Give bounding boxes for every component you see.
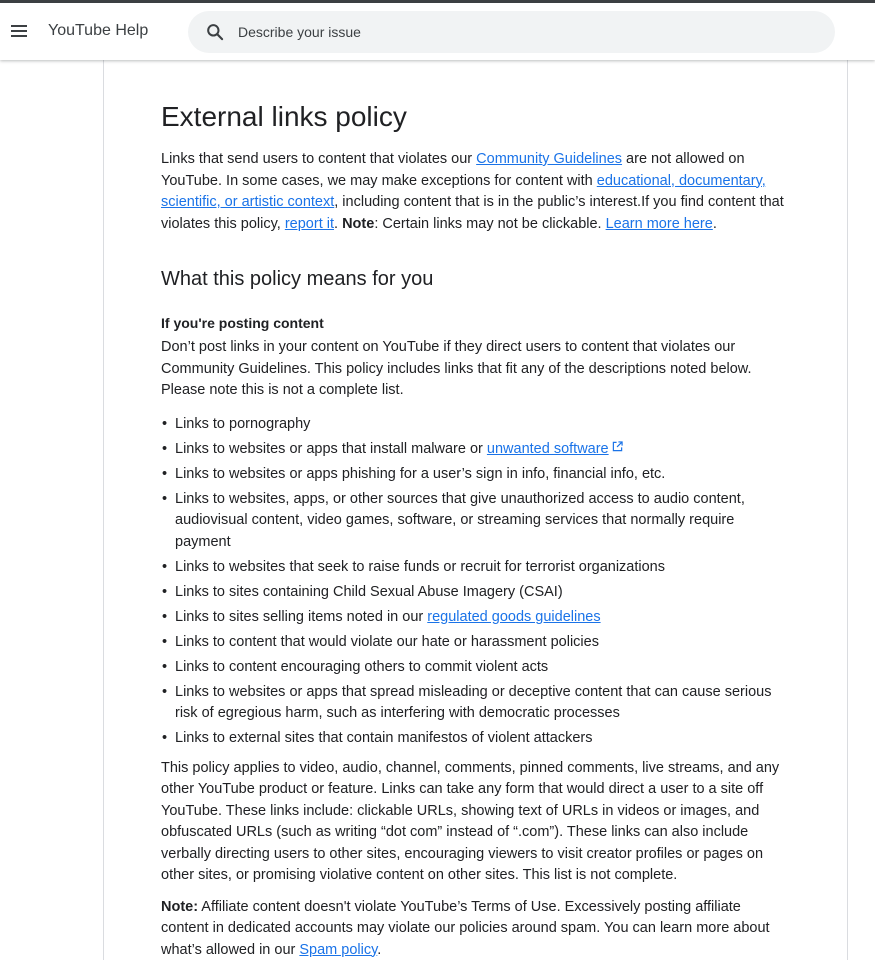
article-content <box>161 98 791 971</box>
learn-more-link[interactable]: Learn more here <box>605 215 713 232</box>
search-input[interactable] <box>238 11 798 53</box>
violation-list <box>161 414 791 750</box>
posting-paragraph: Don’t post links in your content on YouTube if they direct users to content that violates our Community Guidelines. This policy includes links that fit any of the descriptions noted below. Please note this is not a complete list. <box>161 339 752 398</box>
intro-text: : Certain links may not be clickable. <box>374 215 606 232</box>
intro-text: . <box>712 215 717 232</box>
list-item-text: Links to sites selling items noted in our <box>175 608 428 625</box>
affiliate-note-paragraph <box>161 897 791 962</box>
list-item: • Links to websites or apps phishing for a user’s sign in info, financial info, etc. <box>161 464 791 486</box>
list-item: • Links to websites or apps that spread misleading or deceptive content that can cause serious risk of egregious harm, such as interfering with democratic processes <box>161 682 791 725</box>
note-text: Affiliate content doesn't violate YouTube’s Terms of Use. Excessively posting affiliate content in dedicated accounts may violate our policies around spam. You can learn more about what’s allowed in our <box>161 898 770 958</box>
list-item-text: Links to websites or apps that install malware or <box>175 440 487 457</box>
report-it-link[interactable]: report it <box>284 215 335 232</box>
section-heading: What this policy means for you <box>161 268 434 290</box>
note-label: Note: <box>161 898 199 915</box>
edsa-context-link[interactable]: educational, documentary, scientific, or artistic context <box>161 172 766 210</box>
external-link-icon <box>612 441 623 452</box>
community-guidelines-link[interactable]: Community Guidelines <box>476 151 623 167</box>
menu-icon[interactable] <box>8 19 32 43</box>
intro-paragraph <box>161 149 791 235</box>
applies-paragraph: This policy applies to video, audio, channel, comments, pinned comments, live streams, and any other YouTube product or feature. Links can take any form that would direct a user to a site off YouTube. These links include: clickable URLs, showing text of URLs in videos or images, and obfuscated URLs (such as writing “dot com” instead of “.com”). These links can also include verbally directing users to other sites, encouraging viewers to visit creator profiles or pages on other sites, or promising violative content on other sites. This list is not complete. <box>161 759 780 883</box>
list-item <box>161 607 791 629</box>
list-item: • Links to external sites that contain manifestos of violent attackers <box>161 728 791 750</box>
page-title: External links policy <box>161 101 407 132</box>
intro-text: Links that send users to content that violates our <box>161 151 477 167</box>
intro-text: . <box>334 215 343 232</box>
spam-policy-link[interactable]: Spam policy <box>299 941 378 958</box>
intro-text: are not allowed on YouTube. In some cases, we may make exceptions for content with <box>161 151 745 189</box>
subheading: If you're posting content <box>161 315 324 331</box>
search-bar[interactable] <box>188 11 835 53</box>
unwanted-software-link[interactable]: unwanted software <box>486 440 609 457</box>
note-label: Note <box>342 215 375 232</box>
regulated-goods-link[interactable]: regulated goods guidelines <box>427 608 601 625</box>
intro-text: , including content that is in the public’s interest.If you find content that violates this policy, <box>161 194 784 232</box>
note-text: . <box>377 941 382 958</box>
list-item: • Links to content encouraging others to commit violent acts <box>161 657 791 679</box>
search-icon <box>205 22 225 42</box>
app-header <box>0 3 875 60</box>
list-item: • Links to sites containing Child Sexual Abuse Imagery (CSAI) <box>161 582 791 604</box>
list-item: • Links to websites, apps, or other sources that give unauthorized access to audio content, audiovisual content, video games, software, or streaming services that normally require payment <box>161 489 791 554</box>
list-item: • Links to content that would violate our hate or harassment policies <box>161 632 791 654</box>
list-item <box>161 439 791 461</box>
brand-title[interactable]: YouTube Help <box>48 22 149 39</box>
list-item: • Links to websites that seek to raise funds or recruit for terrorist organizations <box>161 557 791 579</box>
list-item: • Links to pornography <box>161 414 791 436</box>
